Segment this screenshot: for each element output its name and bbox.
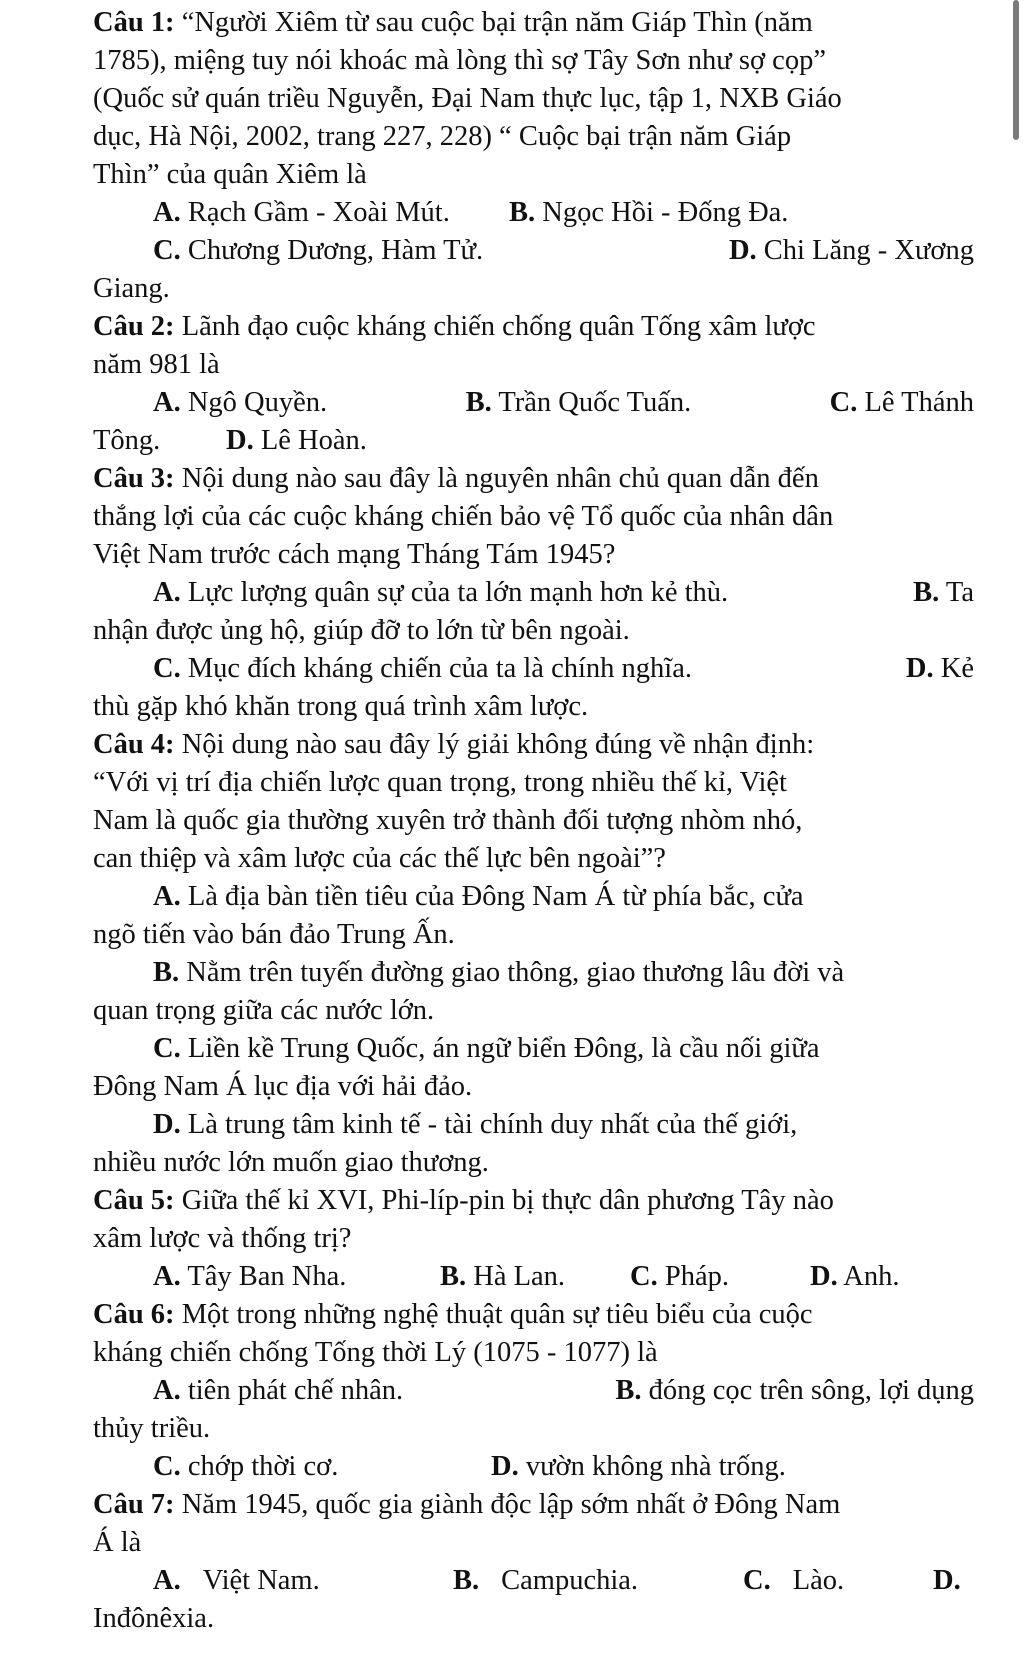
question-label: Câu 1:	[93, 7, 175, 38]
option-a[interactable]: A. Rạch Gầm - Xoài Mút.	[153, 197, 450, 228]
option-d[interactable]: D. Là trung tâm kinh tế - tài chính duy nhất của thế giới,	[153, 1109, 798, 1140]
question-6-options-cd	[153, 1450, 974, 1484]
question-5-options	[153, 1260, 974, 1294]
question-7-line-2: Á là	[93, 1527, 142, 1558]
question-7-option-d-cont: Inđônêxia.	[93, 1603, 215, 1634]
question-4-option-b-cont: quan trọng giữa các nước lớn.	[93, 995, 435, 1026]
option-a[interactable]: A. Là địa bàn tiền tiêu của Đông Nam Á từ phía bắc, cửa	[153, 881, 804, 912]
option-b[interactable]: B. Trần Quốc Tuấn.	[465, 387, 692, 418]
question-2-line-2: năm 981 là	[93, 349, 220, 380]
question-3-options-ab	[153, 576, 974, 610]
question-4-line-1: Câu 4: Nội dung nào sau đây lý giải không đúng về nhận định:	[93, 729, 815, 760]
question-6-option-b-cont: thủy triều.	[93, 1413, 211, 1444]
question-6-options-ab	[153, 1374, 974, 1408]
question-3-options-cd	[153, 652, 974, 686]
question-1-options-ab	[153, 196, 974, 230]
option-b[interactable]: B. đóng cọc trên sông, lợi dụng	[615, 1375, 974, 1406]
option-c[interactable]: C. Mục đích kháng chiến của ta là chính nghĩa.	[153, 653, 692, 684]
question-7-line-1: Câu 7: Năm 1945, quốc gia giành độc lập sớm nhất ở Đông Nam	[93, 1489, 841, 1520]
option-a[interactable]: A. Lực lượng quân sự của ta lớn mạnh hơn kẻ thù.	[153, 577, 729, 608]
option-b[interactable]: B. Campuchia.	[453, 1565, 639, 1596]
option-c[interactable]: C. Liền kề Trung Quốc, án ngữ biển Đông, là cầu nối giữa	[153, 1033, 820, 1064]
option-a[interactable]: A. tiên phát chế nhân.	[153, 1375, 404, 1406]
option-b[interactable]: B. Ta	[913, 577, 974, 608]
question-5-line-2: xâm lược và thống trị?	[93, 1223, 352, 1254]
question-4-option-d-cont: nhiều nước lớn muốn giao thương.	[93, 1147, 489, 1178]
question-label: Câu 6:	[93, 1299, 175, 1330]
option-b[interactable]: B. Hà Lan.	[440, 1261, 566, 1292]
question-3-line-2: thắng lợi của các cuộc kháng chiến bảo vệ Tổ quốc của nhân dân	[93, 501, 834, 532]
option-d[interactable]: D. Kẻ	[905, 653, 974, 684]
option-d[interactable]: D. vườn không nhà trống.	[491, 1451, 786, 1482]
question-1-line-5: Thìn” của quân Xiêm là	[93, 159, 367, 190]
option-d[interactable]: D. Lê Hoàn.	[226, 425, 367, 456]
question-6-line-2: kháng chiến chống Tống thời Lý (1075 - 1077) là	[93, 1337, 658, 1368]
option-a[interactable]: A. Ngô Quyền.	[153, 387, 328, 418]
option-b[interactable]: B. Nằm trên tuyến đường giao thông, giao thương lâu đời và	[153, 957, 845, 988]
question-7-options	[153, 1564, 974, 1598]
question-3-option-d-cont: thù gặp khó khăn trong quá trình xâm lược.	[93, 691, 589, 722]
question-1-line-2: 1785), miệng tuy nói khoác mà lòng thì sợ Tây Sơn như sợ cọp”	[93, 45, 826, 76]
question-2-line-1: Câu 2: Lãnh đạo cuộc kháng chiến chống quân Tống xâm lược	[93, 311, 816, 342]
question-3-line-3: Việt Nam trước cách mạng Tháng Tám 1945?	[93, 539, 616, 570]
option-a[interactable]: A. Tây Ban Nha.	[153, 1261, 347, 1292]
question-3-line-1: Câu 3: Nội dung nào sau đây là nguyên nhân chủ quan dẫn đến	[93, 463, 819, 494]
option-d[interactable]: D.	[933, 1565, 961, 1596]
question-1-line-4: dục, Hà Nội, 2002, trang 227, 228) “ Cuộc bại trận năm Giáp	[93, 121, 792, 152]
question-label: Câu 2:	[93, 311, 175, 342]
option-c[interactable]: C. Chương Dương, Hàm Tử.	[153, 235, 484, 266]
question-4-line-4: can thiệp và xâm lược của các thế lực bên ngoài”?	[93, 843, 666, 874]
option-a[interactable]: A. Việt Nam.	[153, 1565, 320, 1596]
option-b[interactable]: B. Ngọc Hồi - Đống Đa.	[509, 197, 789, 228]
option-d[interactable]: D. Anh.	[810, 1261, 900, 1292]
question-1-line-1: Câu 1: “Người Xiêm từ sau cuộc bại trận năm Giáp Thìn (năm	[93, 7, 813, 38]
question-4-option-c-cont: Đông Nam Á lục địa với hải đảo.	[93, 1071, 473, 1102]
scrollbar[interactable]	[1013, 0, 1019, 140]
question-1-line-3: (Quốc sử quán triều Nguyễn, Đại Nam thực lục, tập 1, NXB Giáo	[93, 83, 842, 114]
question-label: Câu 5:	[93, 1185, 175, 1216]
question-label: Câu 4:	[93, 729, 175, 760]
question-1-option-d-cont: Giang.	[93, 273, 170, 304]
question-4-line-2: “Với vị trí địa chiến lược quan trọng, trong nhiều thế kỉ, Việt	[93, 767, 787, 798]
question-2-options-abc	[153, 386, 974, 420]
option-c[interactable]: C. Lào.	[743, 1565, 845, 1596]
question-6-line-1: Câu 6: Một trong những nghệ thuật quân sự tiêu biểu của cuộc	[93, 1299, 813, 1330]
option-c[interactable]: C. Lê Thánh	[829, 387, 974, 418]
question-5-line-1: Câu 5: Giữa thế kỉ XVI, Phi-líp-pin bị thực dân phương Tây nào	[93, 1185, 834, 1216]
question-4-line-3: Nam là quốc gia thường xuyên trở thành đối tượng nhòm nhó,	[93, 805, 803, 836]
question-label: Câu 3:	[93, 463, 175, 494]
question-3-option-b-cont: nhận được ủng hộ, giúp đỡ to lớn từ bên ngoài.	[93, 615, 630, 646]
option-d[interactable]: D. Chi Lăng - Xương	[728, 235, 974, 266]
question-4-option-a-cont: ngõ tiến vào bán đảo Trung Ấn.	[93, 919, 455, 950]
question-label: Câu 7:	[93, 1489, 175, 1520]
option-c[interactable]: C. Pháp.	[630, 1261, 729, 1292]
question-1-options-cd	[153, 234, 974, 268]
question-2-options-cont: Tông. D. Lê Hoàn.	[93, 425, 367, 456]
option-c[interactable]: C. chớp thời cơ.	[153, 1451, 339, 1482]
